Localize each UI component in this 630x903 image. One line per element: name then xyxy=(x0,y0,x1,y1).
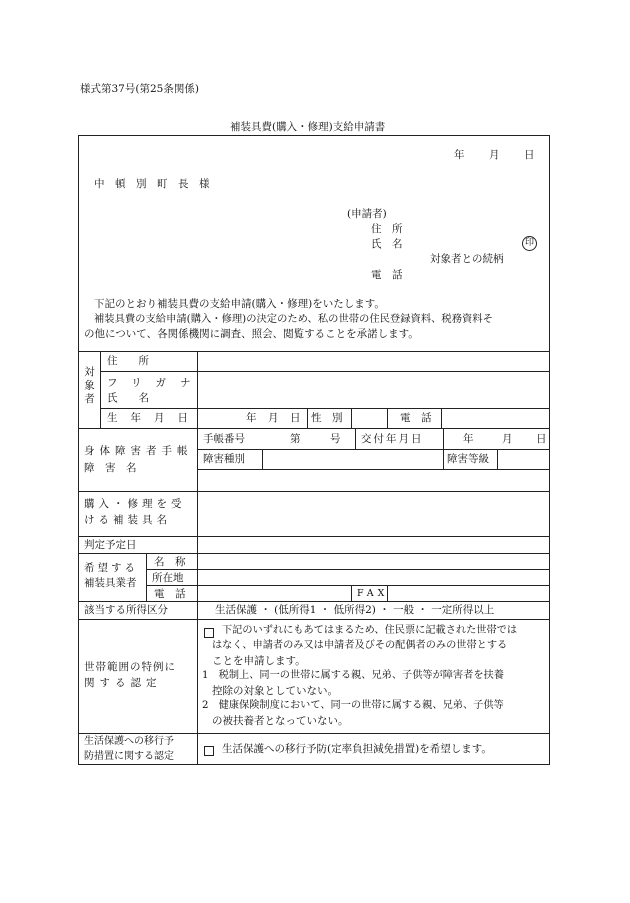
issue-date-label: 交付年月日 xyxy=(361,433,424,445)
vendor-fax-label: FAX xyxy=(357,588,389,599)
device-label-line-1: 購入・修理を受 xyxy=(84,498,186,510)
subject-name-label: 氏 名 xyxy=(107,392,149,404)
date-year: 年 xyxy=(454,149,465,161)
form-title: 補装具費(購入・修理)支給申請書 xyxy=(230,121,386,133)
handbook-go: 号 xyxy=(330,433,341,445)
date-month: 月 xyxy=(489,149,500,161)
disability-grade-label: 障害等級 xyxy=(447,453,489,465)
form-number: 様式第37号(第25条関係) xyxy=(80,83,199,95)
income-label: 該当する所得区分 xyxy=(84,604,168,616)
household-checkbox[interactable] xyxy=(204,628,214,638)
issue-day: 日 xyxy=(536,433,547,445)
handbook-number-label: 手帳番号 xyxy=(203,433,245,445)
applicant-label: (申請者) xyxy=(347,208,387,220)
household-label-line-2: 関する認定 xyxy=(84,677,162,689)
welfare-label-line-1: 生活保護への移行予 xyxy=(84,736,174,747)
applicant-phone-label: 電 話 xyxy=(371,269,403,281)
welfare-checkbox[interactable] xyxy=(204,746,214,756)
vendor-location-label: 所在地 xyxy=(152,572,184,584)
date-day: 日 xyxy=(524,149,535,161)
handbook-dai: 第 xyxy=(290,433,301,445)
issue-month: 月 xyxy=(502,433,513,445)
device-label-line-2: ける補装具名 xyxy=(84,514,171,526)
seal-mark: 印 xyxy=(522,236,537,251)
vendor-label-line-2: 補装具業者 xyxy=(84,577,137,589)
household-checkbox-label: 下記のいずれにもあてはまるため、住民票に記載された世帯では xyxy=(222,625,518,636)
household-item-1b: 控除の対象としていない。 xyxy=(212,685,338,697)
income-options: 生活保護 ・ (低所得1 ・ 低所得2) ・ 一般 ・ 一定所得以上 xyxy=(215,604,495,616)
household-cont-1: はなく、申請者のみ又は申請者及びその配偶者のみの世帯とする xyxy=(212,640,508,651)
birth-month: 月 xyxy=(268,412,279,424)
subject-furigana-label: フリガナ xyxy=(107,377,205,389)
vendor-label-line-1: 希望する xyxy=(84,562,138,574)
household-label-line-1: 世帯範囲の特例に xyxy=(84,661,176,673)
issue-year: 年 xyxy=(463,433,474,445)
relation-label: 対象者との続柄 xyxy=(430,253,504,265)
subject-address-label: 住 所 xyxy=(107,355,149,367)
handbook-label: 身体障害者手帳 xyxy=(84,445,193,457)
welfare-label-line-2: 防措置に関する認定 xyxy=(84,751,174,762)
subject-phone-label: 電 話 xyxy=(400,412,432,424)
birth-year: 年 xyxy=(246,412,257,424)
applicant-name-label: 氏 名 xyxy=(371,238,403,250)
statement-line-3: の他について、各関係機関に調査、照会、閲覧することを承諾します。 xyxy=(84,328,419,340)
subject-birth-label: 生年月日 xyxy=(107,412,201,424)
subject-group-label: 対象者 xyxy=(83,366,95,407)
welfare-checkbox-label: 生活保護への移行予防(定率負担減免措置)を希望します。 xyxy=(222,743,492,755)
statement-line-2: 補装具費の支給申請(購入・修理)の決定のため、私の世帯の住民登録資料、税務資料そ xyxy=(94,313,493,325)
household-item-1a: 1 税制上、同一の世帯に属する親、兄弟、子供等が障害者を扶養 xyxy=(202,670,504,681)
vendor-name-label: 名 称 xyxy=(154,556,186,568)
household-item-2a: 2 健康保険制度において、同一の世帯に属する親、兄弟、子供等 xyxy=(202,700,504,711)
applicant-address-label: 住 所 xyxy=(371,223,403,235)
addressee: 中 頓 別 町 長 様 xyxy=(94,178,210,190)
vendor-phone-label: 電 話 xyxy=(154,588,186,600)
birth-day: 日 xyxy=(290,412,301,424)
statement-line-1: 下記のとおり補装具費の支給申請(購入・修理)をいたします。 xyxy=(94,298,385,310)
subject-sex-label: 性 別 xyxy=(311,412,343,424)
household-cont-2: ことを申請します。 xyxy=(212,655,306,667)
disability-name-label: 障 害 名 xyxy=(84,462,137,474)
household-item-2b: の被扶養者となっていない。 xyxy=(212,715,349,727)
decision-date-label: 判定予定日 xyxy=(84,539,137,551)
disability-type-label: 障害種別 xyxy=(203,453,245,465)
